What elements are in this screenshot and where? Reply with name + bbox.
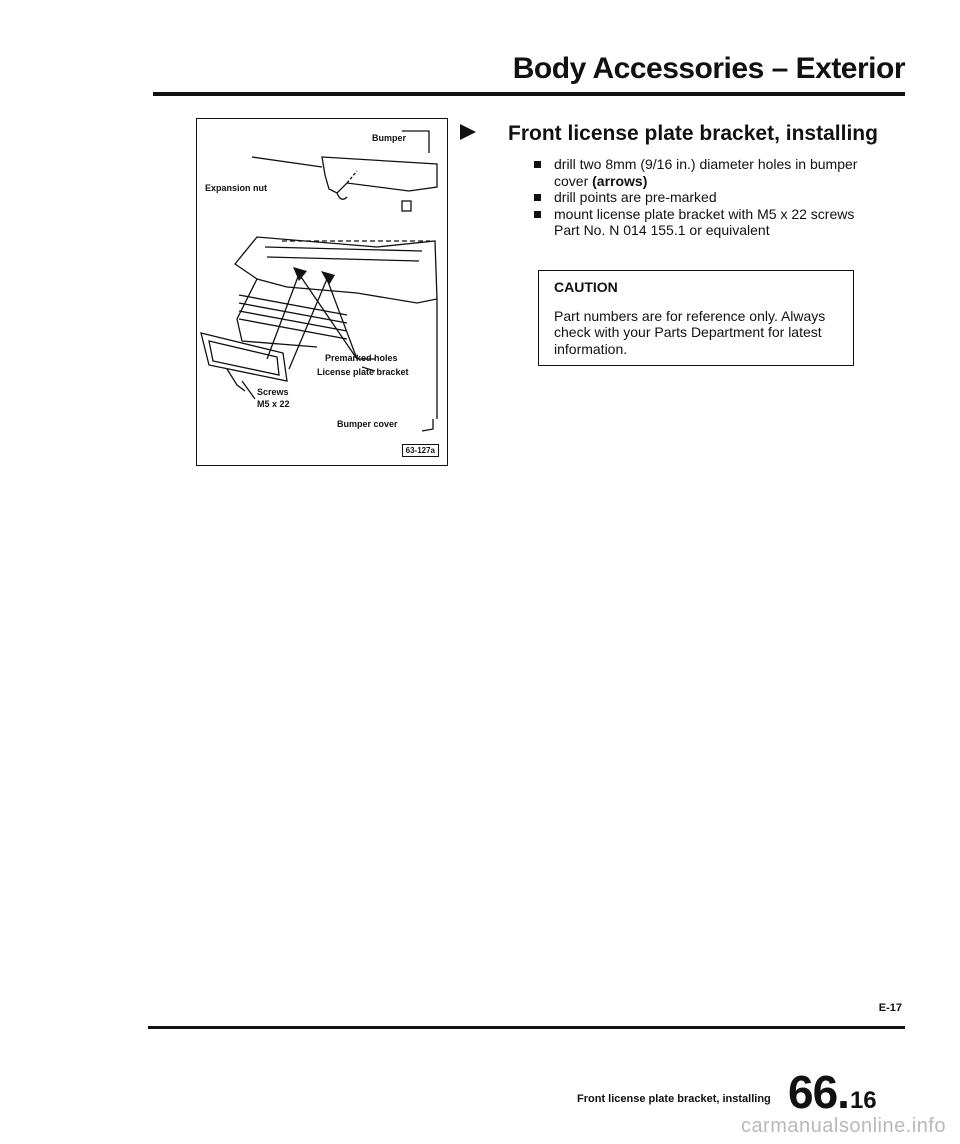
- step-list: [532, 156, 872, 239]
- step-item: drill two 8mm (9/16 in.) diameter holes in bumper cover (arrows): [532, 156, 872, 189]
- bracket-illustration: [196, 118, 448, 466]
- page-reference: E-17: [878, 1002, 902, 1014]
- expansion-nut-shape: [337, 193, 347, 199]
- bumper-bracket-clip: [402, 201, 411, 211]
- caution-title: CAUTION: [554, 279, 618, 295]
- label-premarked-holes: Premarked holes: [325, 353, 398, 363]
- page-number: 66.16: [788, 1066, 877, 1118]
- label-screw-size: M5 x 22: [257, 399, 290, 409]
- label-license-plate-bracket: License plate bracket: [317, 367, 409, 377]
- caution-box: [538, 270, 854, 366]
- step-item: drill points are pre-marked: [532, 189, 872, 206]
- page-title: Body Accessories – Exterior: [512, 52, 905, 85]
- label-screws: Screws: [257, 387, 289, 397]
- watermark: carmanualsonline.info: [740, 1115, 946, 1137]
- arrow-right-icon: [460, 124, 476, 140]
- hole-arrow-right-icon: [321, 271, 335, 285]
- bumper-shape: [322, 157, 437, 193]
- header-rule: [153, 92, 905, 96]
- label-expansion-nut: Expansion nut: [205, 183, 268, 193]
- section-title: Front license plate bracket, installing: [508, 122, 878, 145]
- label-bumper-cover: Bumper cover: [337, 419, 398, 429]
- arrows-note: (arrows): [592, 172, 648, 189]
- caution-text: Part numbers are for reference only. Always check with your Parts Department for latest information.: [554, 307, 826, 357]
- footer-rule: [148, 1026, 905, 1029]
- footer-caption: Front license plate bracket, installing: [577, 1093, 771, 1105]
- label-bumper: Bumper: [372, 133, 407, 143]
- hole-arrow-left-icon: [293, 267, 307, 281]
- step-item: mount license plate bracket with M5 x 22 screws Part No. N 014 155.1 or equivalent: [532, 206, 872, 239]
- bumper-diagram: [197, 119, 447, 465]
- figure-code: 63-127a: [402, 444, 439, 457]
